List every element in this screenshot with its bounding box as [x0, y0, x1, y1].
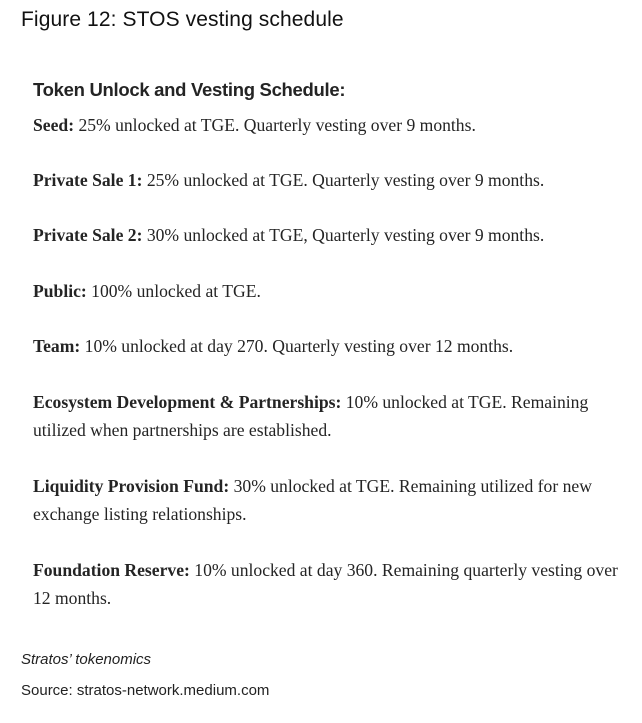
entry-private-sale-1: [33, 166, 631, 194]
schedule-heading: Token Unlock and Vesting Schedule:: [33, 79, 346, 100]
entry-ecosystem-development: [33, 388, 631, 444]
entry-private-sale-2: [33, 221, 631, 249]
entry-label: Seed:: [33, 115, 75, 135]
entry-foundation-reserve: [33, 556, 631, 612]
entry-label: Liquidity Provision Fund:: [33, 476, 230, 496]
entry-label: Private Sale 2:: [33, 225, 143, 245]
entry-public: [33, 277, 631, 305]
entry-label: Foundation Reserve:: [33, 560, 190, 580]
entry-text: 30% unlocked at TGE, Quarterly vesting over 9 months.: [142, 225, 545, 245]
entry-text: 100% unlocked at TGE.: [86, 281, 261, 301]
entry-label: Private Sale 1:: [33, 170, 143, 190]
entry-seed: [33, 111, 631, 139]
figure-title: Figure 12: STOS vesting schedule: [21, 8, 344, 31]
entry-liquidity-provision-fund: [33, 472, 631, 528]
entry-label: Team:: [33, 336, 81, 356]
entry-label: Ecosystem Development & Partnerships:: [33, 392, 342, 412]
figure-caption: Stratos’ tokenomics: [21, 651, 152, 668]
entry-text: 10% unlocked at TGE. Remaining utilized when partnerships are established.: [33, 392, 589, 440]
vesting-schedule-panel: [33, 77, 631, 608]
entry-text: 10% unlocked at day 270. Quarterly vesting over 12 months.: [80, 336, 514, 356]
entry-team: [33, 332, 631, 360]
entry-text: 10% unlocked at day 360. Remaining quarterly vesting over 12 months.: [33, 560, 618, 608]
entry-text: 25% unlocked at TGE. Quarterly vesting over 9 months.: [142, 170, 545, 190]
source-link: Source: stratos-network.medium.com: [21, 682, 270, 699]
entry-label: Public:: [33, 281, 87, 301]
entry-text: 30% unlocked at TGE. Remaining utilized for new exchange listing relationships.: [33, 476, 592, 524]
entry-text: 25% unlocked at TGE. Quarterly vesting over 9 months.: [74, 115, 476, 135]
